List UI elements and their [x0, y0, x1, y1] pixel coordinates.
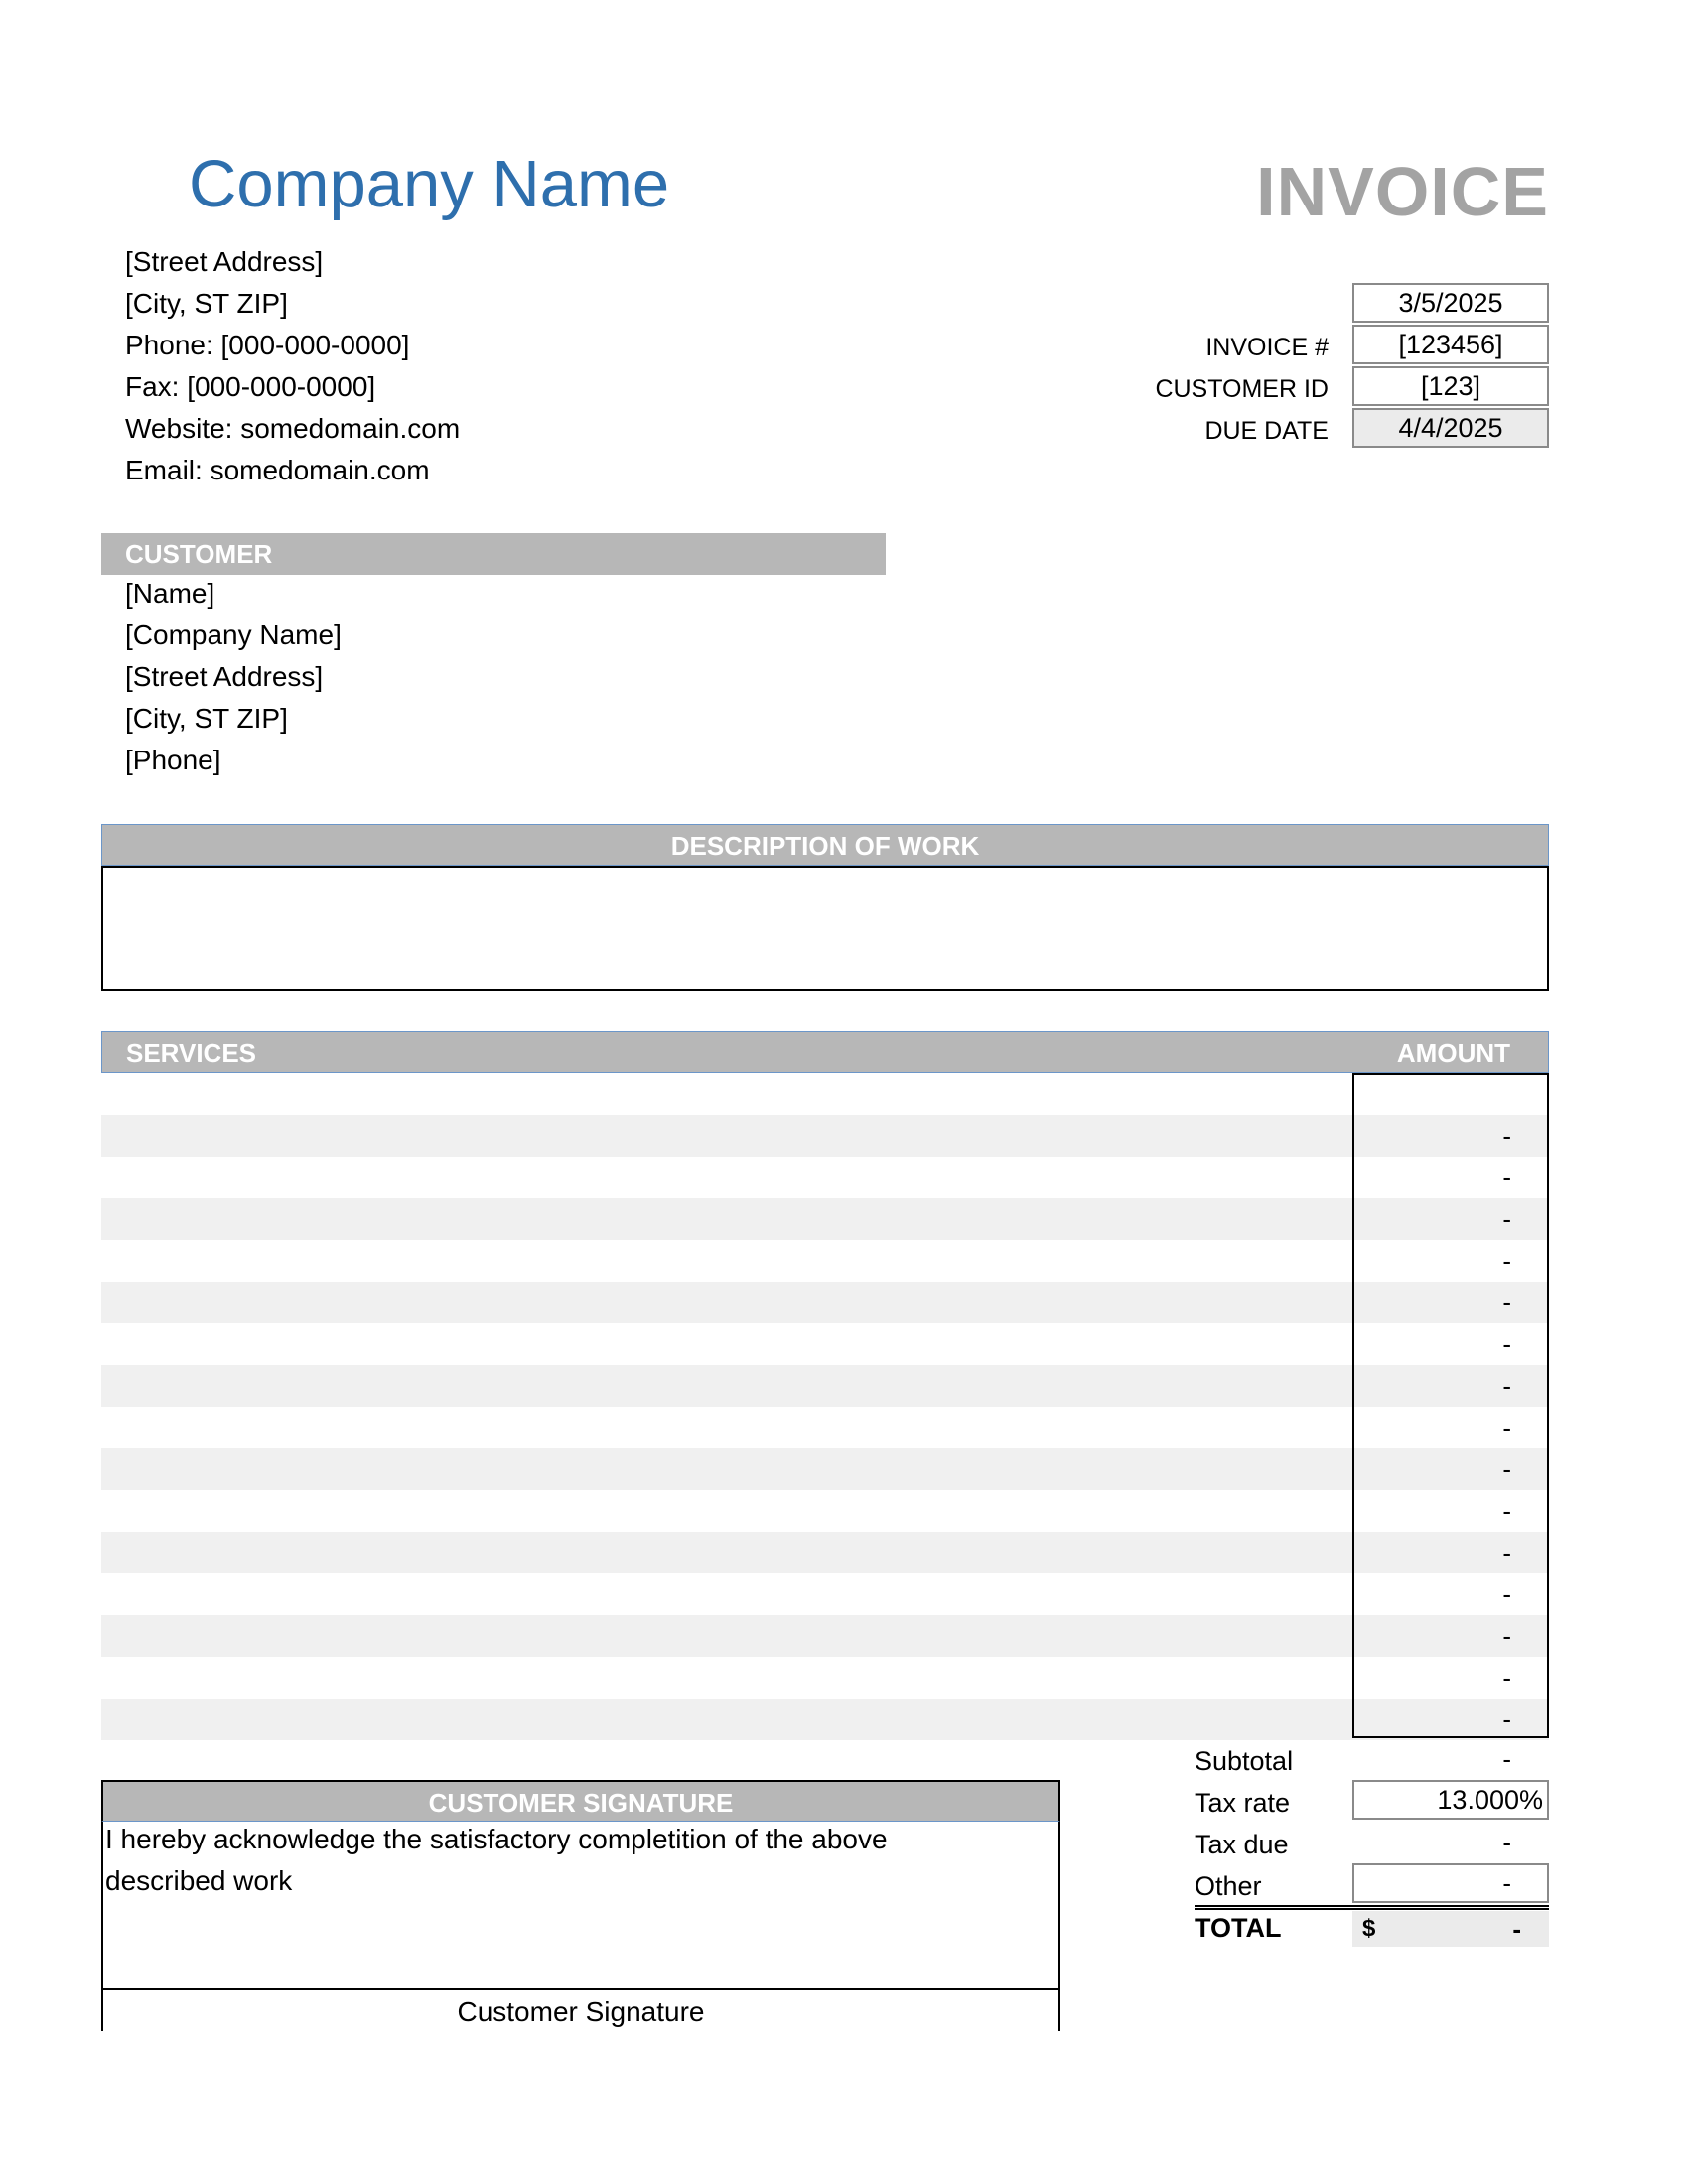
customer-id-label: CUSTOMER ID	[1155, 375, 1329, 403]
service-row[interactable]	[101, 1448, 1549, 1490]
service-amount: -	[1502, 1496, 1511, 1526]
service-amount: -	[1502, 1121, 1511, 1151]
service-row[interactable]	[101, 1699, 1549, 1740]
company-website: Website: somedomain.com	[125, 413, 461, 444]
service-amount: -	[1502, 1288, 1511, 1317]
signature-acknowledgement: I hereby acknowledge the satisfactory completition of the above described work	[105, 1824, 888, 1896]
amount-heading: AMOUNT	[1396, 1038, 1510, 1068]
service-row[interactable]	[101, 1282, 1549, 1323]
tax-rate-field[interactable]: 13.000%	[1352, 1780, 1549, 1820]
invoice-number-field[interactable]: [123456]	[1352, 325, 1549, 364]
other-value: -	[1502, 1868, 1511, 1898]
company-name: Company Name	[189, 147, 670, 221]
tax-due-value: -	[1502, 1828, 1511, 1857]
customer-street: [Street Address]	[125, 661, 324, 692]
due-date-field[interactable]: 4/4/2025	[1352, 408, 1549, 448]
service-amount: -	[1502, 1705, 1511, 1734]
customer-company: [Company Name]	[125, 619, 342, 650]
company-phone: Phone: [000-000-0000]	[125, 330, 410, 360]
company-street: [Street Address]	[125, 246, 324, 277]
service-amount: -	[1502, 1371, 1511, 1401]
subtotal-label: Subtotal	[1195, 1746, 1294, 1776]
service-amount: -	[1502, 1246, 1511, 1276]
services-header	[101, 1031, 1549, 1073]
company-city: [City, ST ZIP]	[125, 288, 288, 319]
signature-heading: CUSTOMER SIGNATURE	[101, 1780, 1060, 1822]
customer-city: [City, ST ZIP]	[125, 703, 288, 734]
tax-due-label: Tax due	[1195, 1830, 1289, 1859]
invoice-number-label: INVOICE #	[1205, 334, 1329, 361]
service-row[interactable]	[101, 1240, 1549, 1282]
service-row[interactable]	[101, 1490, 1549, 1532]
service-amount: -	[1502, 1579, 1511, 1609]
description-heading: DESCRIPTION OF WORK	[101, 824, 1549, 866]
services-heading: SERVICES	[126, 1038, 257, 1068]
service-amount: -	[1502, 1663, 1511, 1693]
service-amount: -	[1502, 1162, 1511, 1192]
service-row[interactable]	[101, 1073, 1549, 1115]
service-row[interactable]	[101, 1323, 1549, 1365]
service-row[interactable]	[101, 1532, 1549, 1573]
service-row[interactable]	[101, 1115, 1549, 1157]
total-currency: $	[1362, 1915, 1376, 1942]
service-amount: -	[1502, 1413, 1511, 1442]
customer-heading: CUSTOMER	[101, 533, 886, 575]
service-row[interactable]	[101, 1198, 1549, 1240]
signature-caption: Customer Signature	[457, 1996, 705, 2027]
company-email: Email: somedomain.com	[125, 455, 430, 485]
total-value: -	[1512, 1914, 1521, 1944]
service-amount: -	[1502, 1454, 1511, 1484]
company-fax: Fax: [000-000-0000]	[125, 371, 376, 402]
service-row[interactable]	[101, 1573, 1549, 1615]
customer-id-field[interactable]: [123]	[1352, 366, 1549, 406]
tax-rate-label: Tax rate	[1195, 1788, 1291, 1818]
service-amount: -	[1502, 1538, 1511, 1568]
signature-line	[101, 1988, 1060, 1990]
service-row[interactable]	[101, 1615, 1549, 1657]
service-row[interactable]	[101, 1157, 1549, 1198]
service-row[interactable]	[101, 1365, 1549, 1407]
due-date-label: DUE DATE	[1204, 417, 1329, 445]
subtotal-value: -	[1502, 1744, 1511, 1774]
description-field[interactable]	[101, 866, 1549, 991]
other-label: Other	[1195, 1871, 1262, 1901]
service-row[interactable]	[101, 1407, 1549, 1448]
invoice-title: INVOICE	[1256, 153, 1549, 230]
service-amount: -	[1502, 1204, 1511, 1234]
service-amount: -	[1502, 1621, 1511, 1651]
invoice-date-field[interactable]: 3/5/2025	[1352, 283, 1549, 323]
total-label: TOTAL	[1195, 1913, 1282, 1943]
customer-phone: [Phone]	[125, 745, 221, 775]
service-amount: -	[1502, 1329, 1511, 1359]
customer-name: [Name]	[125, 578, 215, 609]
service-row[interactable]	[101, 1657, 1549, 1699]
